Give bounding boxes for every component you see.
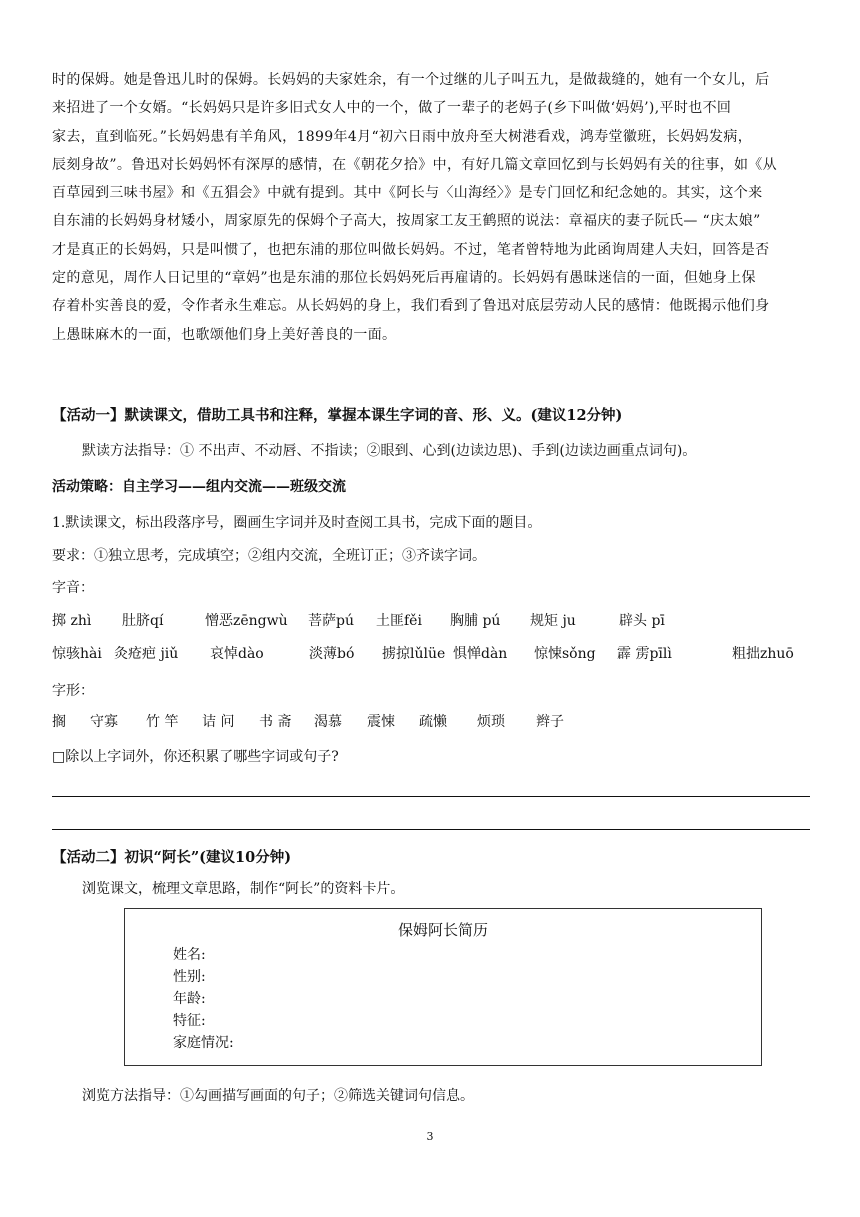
vocab-item: 肚脐qí [122, 613, 164, 629]
intro-line: 存着朴实善良的爱，令作者永生难忘。从长妈妈的身上，我们看到了鲁迅对底层劳动人民的感情：他既揭示他们身 [52, 298, 770, 315]
intro-line: 上愚昧麻木的一面，也歌颂他们身上美好善良的一面。 [52, 326, 397, 343]
activity2-heading-label: 【活动二】 [52, 849, 125, 866]
intro-line: 家去，直到临死。”长妈妈患有羊角风，1899年4月“初六日雨中放舟至大树港看戏，鸿寿堂徽班，长妈妈发病， [52, 128, 753, 145]
vocab-item: 搁 [52, 714, 66, 730]
intro-line: 百草园到三味书屋》和《五猖会》中就有提到。其中《阿长与〈山海经〉》是专门回忆和纪念她的。其实，这个来 [52, 185, 763, 202]
vocab-item: 胸脯 pú [450, 613, 501, 629]
vocab-item: 霹 雳pīlì [617, 646, 672, 662]
vocab-item: 淡薄bó [309, 646, 355, 662]
vocab-item: 竹 竿 [146, 714, 179, 730]
resume-field-age: 年龄: [173, 991, 206, 1007]
vocab-item: 粗拙zhuō [732, 646, 794, 662]
vocab-item: 惊骇hài [52, 646, 102, 662]
activity1-method: 默读方法指导：① 不出声、不动唇、不指读；②眼到、心到(边读边思)、手到(边读边画重点词句)。 [82, 443, 697, 459]
intro-paragraph [52, 66, 812, 349]
intro-line: 定的意见，周作人日记里的“章妈”也是东浦的那位长妈妈死后再雇请的。长妈妈有愚昧迷信的一面，但她身上保 [52, 270, 756, 287]
intro-line: 才是真正的长妈妈，只是叫惯了，也把东浦的那位叫做长妈妈。不过，笔者曾特地为此函询周建人夫妇，回答是否 [52, 241, 770, 258]
resume-field-name: 姓名: [173, 947, 206, 963]
vocab-item: 惊悚sǒng [534, 646, 596, 662]
vocab-item: 烦琐 [477, 714, 505, 730]
activity2-heading [52, 846, 291, 867]
intro-line: 时的保姆。她是鲁迅儿时的保姆。长妈妈的夫家姓余，有一个过继的儿子叫五九，是做裁缝的，她有一个女儿，后 [52, 72, 770, 88]
vocab-item: 渴慕 [314, 714, 342, 730]
resume-field-gender: 性别: [173, 969, 206, 985]
intro-line: 辰刻身故”。鲁迅对长妈妈怀有深厚的感情，在《朝花夕拾》中，有好几篇文章回忆到与长妈妈有关的往事，如《从 [52, 156, 778, 173]
pronunciation-label: 字音： [52, 580, 94, 596]
resume-field-traits: 特征: [173, 1013, 206, 1029]
activity2-heading-text: 初识“阿长”(建议10分钟) [124, 849, 292, 866]
resume-field-family: 家庭情况: [173, 1035, 234, 1051]
intro-line: 来招进了一个女婿。“长妈妈只是许多旧式女人中的一个，做了一辈子的老妈子(乡下叫做‘妈妈’),平时也不回 [52, 100, 732, 117]
vocab-item: 惧惮dàn [453, 646, 508, 662]
answer-line [52, 829, 810, 830]
activity1-task: 1.默读课文，标出段落序号，圈画生字词并及时查阅工具书，完成下面的题目。 [52, 515, 542, 531]
vocab-item: 震悚 [367, 714, 395, 730]
vocab-item: 规矩 ju [530, 613, 576, 629]
answer-line [52, 796, 810, 797]
vocab-item: 掳掠lǔlüe [382, 646, 446, 662]
vocab-item: 守寡 [90, 714, 118, 730]
vocab-item: 诘 问 [202, 714, 235, 730]
resume-card [124, 908, 762, 1066]
intro-line: 自东浦的长妈妈身材矮小，周家原先的保姆个子高大，按周家工友王鹤照的说法：章福庆的妻子阮氏— “庆太娘” [52, 213, 761, 230]
vocab-item: 辫子 [536, 714, 564, 730]
vocab-item: 掷 zhì [52, 613, 92, 629]
activity2-browse: 浏览课文，梳理文章思路，制作“阿长”的资料卡片。 [82, 881, 405, 897]
vocab-item: 菩萨pú [308, 613, 354, 629]
activity1-heading: 【活动一】默读课文，借助工具书和注释，掌握本课生字词的音、形、义。(建议12分钟) [52, 407, 623, 424]
vocab-item: 辟头 pī [619, 613, 665, 629]
resume-card-title: 保姆阿长简历 [397, 921, 488, 939]
vocab-item: 书 斋 [259, 714, 292, 730]
activity2-method: 浏览方法指导：①勾画描写画面的句子；②筛选关键词句信息。 [82, 1088, 474, 1104]
vocab-item: 哀悼dào [210, 646, 264, 662]
form-label: 字形： [52, 683, 94, 699]
extra-question: □除以上字词外，你还积累了哪些字词或句子? [52, 749, 339, 765]
activity1-requirement: 要求：①独立思考，完成填空；②组内交流，全班订正；③齐读字词。 [52, 548, 486, 564]
vocab-item: 疏懒 [419, 714, 447, 730]
vocab-item: 土匪fěi [376, 613, 422, 629]
vocab-item: 憎恶zēngwù [205, 613, 288, 629]
page-number: 3 [426, 1130, 434, 1143]
vocab-item: 灸疮疤 jiǔ [114, 646, 179, 662]
activity1-strategy: 活动策略：自主学习——组内交流——班级交流 [52, 479, 346, 495]
